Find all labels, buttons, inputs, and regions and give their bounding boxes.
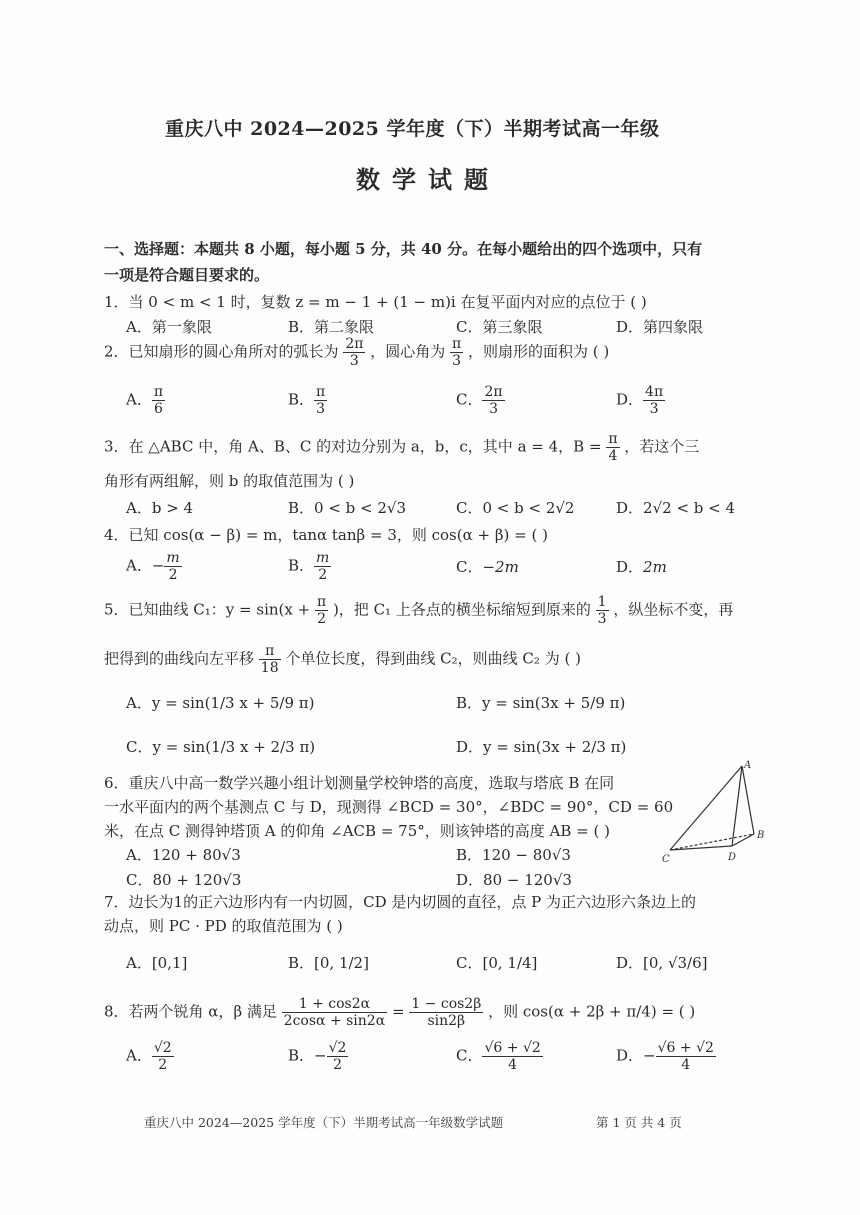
q6-option-d[interactable]: D．80 − 120√3 xyxy=(456,871,572,889)
q8-option-d[interactable] xyxy=(616,1040,716,1073)
q8-option-a[interactable] xyxy=(126,1040,174,1073)
question-6-line3: 米，在点 C 测得钟塔顶 A 的仰角 ∠ACB = 75°，则该钟塔的高度 AB = ( ) xyxy=(104,822,610,840)
line-ac xyxy=(670,766,742,850)
q7-option-d[interactable]: D．[0, √3/6] xyxy=(616,954,708,972)
q8-option-b-label: B． xyxy=(288,1046,315,1065)
q4-option-a-sign: − xyxy=(151,556,165,575)
q2-angle-den: 3 xyxy=(452,353,462,370)
q6-option-c[interactable]: C．80 + 120√3 xyxy=(126,871,242,889)
tower-figure xyxy=(660,758,770,866)
q2-stem-text-b: ，圆心角为 xyxy=(370,342,446,361)
q2-option-c-label: C． xyxy=(456,390,483,409)
q2-arc-num: 2π xyxy=(345,336,364,352)
question-6-line1: 6．重庆八中高一数学兴趣小组计划测量学校钟塔的高度，选取与塔底 B 在同 xyxy=(104,774,615,792)
q5-option-d[interactable]: D．y = sin(3x + 2/3 π) xyxy=(456,738,627,756)
q2-arc-fraction xyxy=(343,336,365,369)
q5-phase-den: 2 xyxy=(317,611,327,628)
q5-scale-fraction xyxy=(596,594,609,627)
q2-option-a[interactable] xyxy=(126,384,165,417)
q2-option-c-num: 2π xyxy=(484,384,503,400)
q1-option-b[interactable]: B．第二象限 xyxy=(288,318,375,336)
q8-right-num: 1 − cos2β xyxy=(411,996,482,1012)
q8-option-b-num: √2 xyxy=(328,1040,347,1056)
line-db xyxy=(732,834,754,846)
question-3-stem xyxy=(104,431,699,464)
q7-option-b[interactable]: B．[0, 1/2] xyxy=(288,954,369,972)
label-a: A xyxy=(744,760,752,771)
question-4-stem: 4．已知 cos(α − β) = m，tanα tanβ = 3，则 cos(α + β) = ( ) xyxy=(104,526,548,544)
q2-option-b-label: B． xyxy=(288,390,315,409)
q4-option-b[interactable] xyxy=(288,550,331,583)
q5-shift-fraction xyxy=(259,643,281,676)
q5-shift-num: π xyxy=(259,643,281,660)
q8-option-a-num: √2 xyxy=(153,1040,172,1056)
question-1-stem: 1．当 0 < m < 1 时，复数 z = m − 1 + (1 − m)i 在复平面内对应的点位于 ( ) xyxy=(104,293,647,311)
q3-angle-num: π xyxy=(608,431,618,447)
q4-option-b-label: B． xyxy=(288,556,315,575)
q8-right-den: sin2β xyxy=(427,1013,466,1030)
question-2-stem xyxy=(104,336,609,369)
label-b: B xyxy=(757,830,765,841)
q2-angle-num: π xyxy=(452,336,462,352)
q8-stem-text-a: 8．若两个锐角 α，β 满足 xyxy=(104,1002,277,1021)
q3-angle-fraction xyxy=(606,431,619,464)
q8-option-a-den: 2 xyxy=(158,1057,168,1074)
question-8-stem xyxy=(104,996,695,1029)
q2-stem-text-c: ，则扇形的面积为 ( ) xyxy=(468,342,610,361)
q4-option-a[interactable] xyxy=(126,550,182,583)
q4-option-a-den: 2 xyxy=(168,567,178,584)
q8-option-c-num: √6 + √2 xyxy=(484,1040,541,1056)
question-7-line1: 7．边长为1的正六边形内有一内切圆，CD 是内切圆的直径，点 P 为正六边形六条边上的 xyxy=(104,893,696,911)
q8-option-a-label: A． xyxy=(126,1046,152,1065)
q3-option-d[interactable]: D．2√2 < b < 4 xyxy=(616,499,736,517)
q5-stem-text-c: ，纵坐标不变，再 xyxy=(613,600,734,619)
q7-option-a[interactable]: A．[0,1] xyxy=(126,954,188,972)
q4-option-d[interactable] xyxy=(616,556,667,577)
q8-option-d-sign: − xyxy=(643,1046,656,1065)
q8-option-b[interactable] xyxy=(288,1040,348,1073)
q5-line2-text-b: 个单位长度，得到曲线 C₂，则曲线 C₂ 为 ( ) xyxy=(285,649,581,668)
question-5-stem xyxy=(104,594,733,627)
q2-option-b-den: 3 xyxy=(316,401,326,418)
q2-option-b[interactable] xyxy=(288,384,327,417)
label-c: C xyxy=(662,854,670,865)
q4-option-b-num: m xyxy=(316,550,330,566)
q4-option-c[interactable] xyxy=(456,556,519,577)
question-3-stem-line2: 角形有两组解，则 b 的取值范围为 ( ) xyxy=(104,472,355,490)
q8-left-den: 2cosα + sin2α xyxy=(283,1013,386,1030)
q2-option-a-label: A． xyxy=(126,390,152,409)
q3-option-c[interactable]: C．0 < b < 2√2 xyxy=(456,499,575,517)
q5-option-c[interactable]: C．y = sin(1/3 x + 2/3 π) xyxy=(126,738,316,756)
q8-left-fraction xyxy=(282,996,388,1029)
q8-right-fraction xyxy=(409,996,483,1029)
q6-option-b[interactable]: B．120 − 80√3 xyxy=(456,846,571,864)
question-6-line2: 一水平面内的两个基测点 C 与 D，现测得 ∠BCD = 30°，∠BDC = 90°，CD = 60 xyxy=(104,798,674,816)
q5-phase-fraction xyxy=(315,594,328,627)
footer-left: 重庆八中 2024—2025 学年度（下）半期考试高一年级数学试题 xyxy=(144,1115,504,1130)
q8-equals: = xyxy=(391,1002,405,1021)
q5-phase-num: π xyxy=(316,594,327,610)
q8-option-c-den: 4 xyxy=(508,1057,518,1074)
q2-option-a-den: 6 xyxy=(153,401,163,418)
q2-stem-text-a: 2．已知扇形的圆心角所对的弧长为 xyxy=(104,342,339,361)
q5-stem-text-b: )，把 C₁ 上各点的横坐标缩短到原来的 xyxy=(332,600,591,619)
q6-option-a[interactable]: A．120 + 80√3 xyxy=(126,846,241,864)
section-heading-line1: 一、选择题：本题共 8 小题，每小题 5 分，共 40 分。在每小题给出的四个选项中，只有 xyxy=(104,240,703,258)
q2-option-d[interactable] xyxy=(616,384,665,417)
q8-option-c[interactable] xyxy=(456,1040,543,1073)
q3-option-a[interactable]: A．b > 4 xyxy=(126,499,194,517)
line-ab xyxy=(742,766,754,834)
q4-option-c-label: C． xyxy=(456,558,483,576)
q2-option-d-label: D． xyxy=(616,390,644,409)
q5-stem-text-a: 5．已知曲线 C₁：y = sin(x + xyxy=(104,600,311,619)
q1-option-a[interactable]: A．第一象限 xyxy=(126,318,212,336)
q2-option-d-num: 4π xyxy=(645,384,664,400)
label-d: D xyxy=(728,852,737,863)
q7-option-c[interactable]: C．[0, 1/4] xyxy=(456,954,538,972)
q5-scale-den: 3 xyxy=(597,611,607,628)
line-ad xyxy=(732,766,742,846)
q8-option-b-sign: − xyxy=(314,1046,327,1065)
q4-option-a-num: m xyxy=(166,550,180,566)
q4-option-b-den: 2 xyxy=(318,567,328,584)
q4-option-d-value: 2m xyxy=(643,558,667,576)
q2-angle-fraction xyxy=(450,336,463,369)
q2-arc-den: 3 xyxy=(349,353,359,370)
q8-option-d-label: D． xyxy=(616,1046,644,1065)
q4-option-c-value: −2m xyxy=(482,558,519,576)
q8-left-num: 1 + cos2α xyxy=(282,996,388,1013)
q5-option-b[interactable]: B．y = sin(3x + 5/9 π) xyxy=(456,694,626,712)
q8-stem-text-b: ，则 cos(α + 2β + π/4) = ( ) xyxy=(488,1002,696,1021)
question-5-stem-line2 xyxy=(104,643,581,676)
q2-option-a-num: π xyxy=(153,384,164,400)
q5-line2-text-a: 把得到的曲线向左平移 xyxy=(104,649,255,668)
q5-scale-num: 1 xyxy=(597,594,607,610)
q2-option-b-num: π xyxy=(316,384,326,400)
q5-shift-den: 18 xyxy=(260,660,279,677)
question-7-line2: 动点，则 PC · PD 的取值范围为 ( ) xyxy=(104,917,343,935)
q3-stem-text-b: ，若这个三 xyxy=(624,437,700,456)
q4-option-d-label: D． xyxy=(616,558,644,576)
q2-option-d-den: 3 xyxy=(649,401,659,418)
section-heading-line2: 一项是符合题目要求的。 xyxy=(104,266,270,284)
page-number: 第 1 页 共 4 页 xyxy=(596,1115,682,1130)
q3-option-b[interactable]: B．0 < b < 2√3 xyxy=(288,499,407,517)
q2-option-c[interactable] xyxy=(456,384,505,417)
exam-title: 重庆八中 2024—2025 学年度（下）半期考试高一年级 xyxy=(165,118,660,140)
q5-option-a[interactable]: A．y = sin(1/3 x + 5/9 π) xyxy=(126,694,315,712)
q8-option-c-label: C． xyxy=(456,1046,483,1065)
q8-option-b-den: 2 xyxy=(333,1057,342,1074)
q4-option-a-label: A． xyxy=(126,556,152,575)
q1-option-c[interactable]: C．第三象限 xyxy=(456,318,543,336)
q8-option-d-num: √6 + √2 xyxy=(657,1040,714,1056)
q3-stem-text-a: 3．在 △ABC 中，角 A、B、C 的对边分别为 a，b，c，其中 a = 4，B = xyxy=(104,437,602,456)
q8-option-d-den: 4 xyxy=(681,1057,691,1074)
line-cd xyxy=(670,846,732,850)
q3-angle-den: 4 xyxy=(608,448,618,465)
q1-option-d[interactable]: D．第四象限 xyxy=(616,318,704,336)
q2-option-c-den: 3 xyxy=(489,401,498,418)
exam-subtitle: 数学试题 xyxy=(356,165,500,194)
